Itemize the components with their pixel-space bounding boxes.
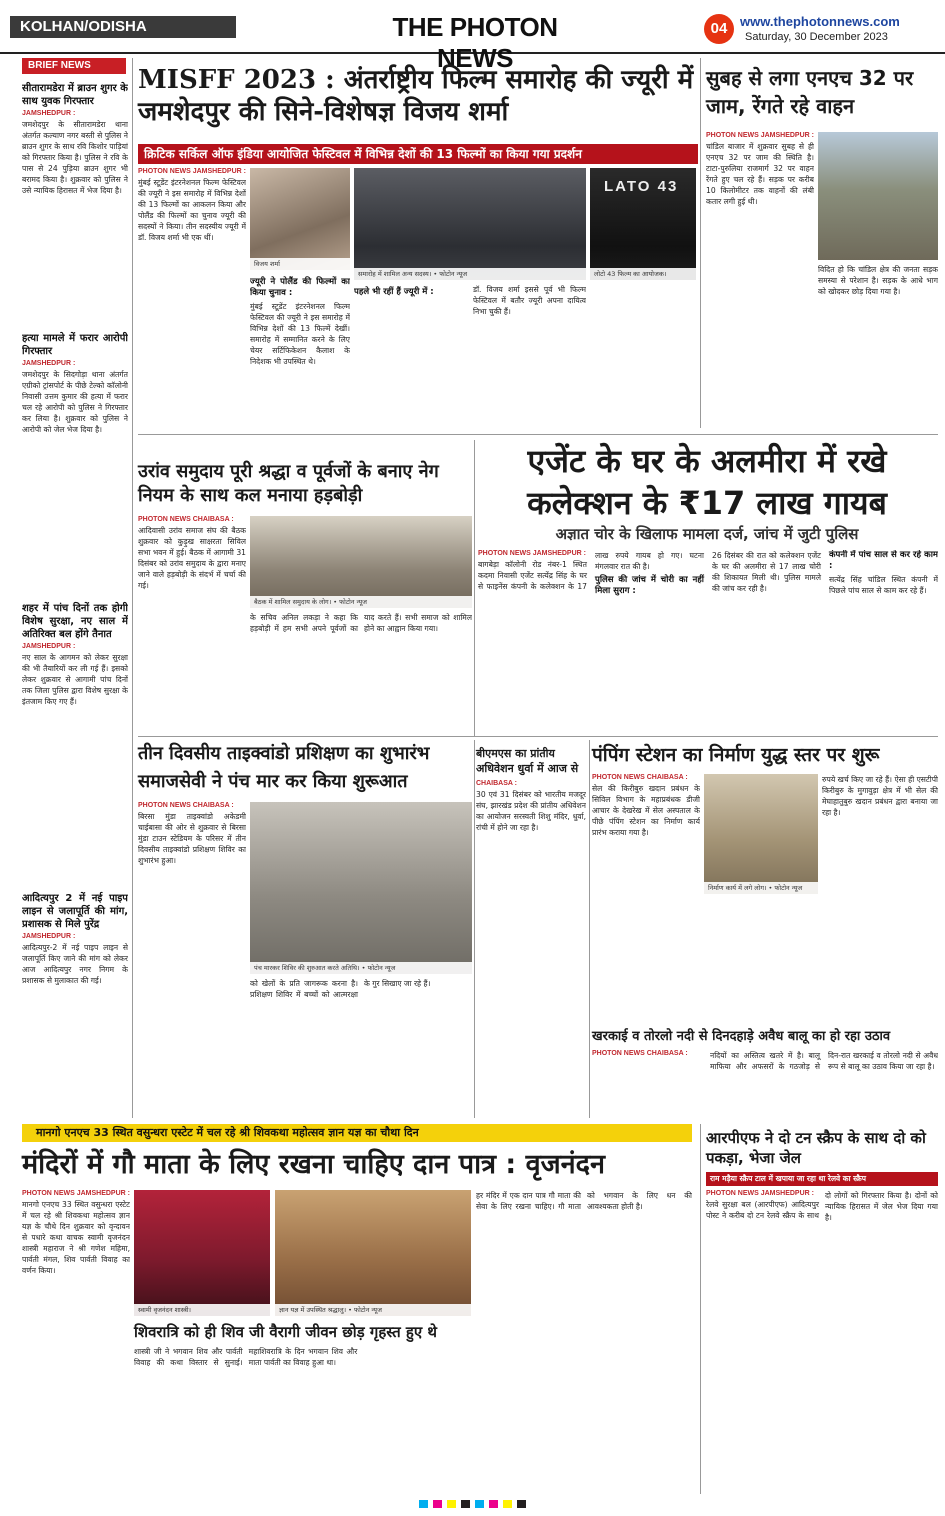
- shivratri-body: [134, 1346, 472, 1492]
- article-text: बागबेड़ा कॉलोनी रोड नंबर-1 स्थित कदमा निवासी एजेंट सत्येंद्र सिंह के घर से फाइनेंस कंपनी के कलेक्शन के 17 लाख रुपये गायब हो गए। घटना मंगलवार रात की है।: [478, 551, 704, 591]
- brief-headline: हत्या मामले में फरार आरोपी गिरफ्तार: [22, 333, 128, 357]
- kharkai-body: [592, 1050, 938, 1118]
- article-text: 26 दिसंबर की रात को कलेक्शन एजेंट के घर की अलमीरा से 17 लाख चोरी की शिकायत मिली थी। पुलिस मामले की जांच कर रही है।: [712, 551, 821, 593]
- bms-body: [476, 780, 586, 1118]
- article-text: 30 एवं 31 दिसंबर को भारतीय मजदूर संघ, झारखंड प्रदेश की प्रांतीय अधिवेशन का आयोजन सरस्वती शिशु मंदिर, धुर्वा, रांची में होने जा रहा है।: [476, 790, 586, 832]
- brief-headline: सीतारामडेरा में ब्राउन शुगर के साथ युवक गिरफ्तार: [22, 83, 128, 107]
- vijay-sharma-photo: [250, 168, 350, 270]
- article-text: सेल की किरीबुरु खदान प्रबंधन के सिविल विभाग के महाप्रबंधक डीजी आचार के देखरेख में सेल अस्पताल के पीछे पंपिंग स्टेशन का निर्माण कार्य प्रारंभ कराया गया है।: [592, 784, 700, 837]
- brief-body: नए साल के आगमन को लेकर सुरक्षा की भी तैयारियों कर ली गई हैं। इसको लेकर शुक्रवार से आगामी पांच दिनों तक जिला पुलिस द्वारा विशेष सुरक्षा के इंतजाम किए गए हैं।: [22, 653, 128, 706]
- photo-caption: विजय शर्मा: [250, 258, 350, 270]
- article-text: मुंबई स्टूडेंट इंटरनेशनल फिल्म फेस्टिवल की ज्यूरी ने इस समारोह में विभिन्न देशों की 13 फिल्मों का आकलन किया और पोलैंड की फिल्मों का चुनाव ज्यूरी की सदस्यों ने किया। तीन सदस्यीय ज्यूरी में डॉ. विजय शर्मा भी एक थीं।: [138, 178, 246, 242]
- article-text: बिरसा मुंडा ताइक्वांडो अकेडमी चाईबासा की ओर से शुक्रवार से बिरसा मुंडा टाउन स्टेडियम के परिसर में तीन दिवसीय ताइक्वांडो प्रशिक्षण शिविर का शुभारंभ हुआ।: [138, 812, 246, 865]
- speaker-photo: [134, 1190, 270, 1316]
- column-divider: [474, 440, 475, 736]
- agent-body: [478, 550, 938, 730]
- mandir-body: [22, 1190, 130, 1492]
- byline: PHOTON NEWS CHAIBASA :: [592, 774, 688, 781]
- meeting-photo: [250, 516, 472, 608]
- website-link[interactable]: www.thephotonnews.com: [740, 14, 900, 29]
- brief-byline: JAMSHEDPUR :: [22, 933, 76, 940]
- brief-headline: शहर में पांच दिनों तक होगी विशेष सुरक्षा, नए साल में अतिरिक्त बल होंगे तैनात: [22, 603, 128, 640]
- byline: PHOTON NEWS JAMSHEDPUR :: [478, 550, 586, 557]
- article-text: डॉ. विजय शर्मा इससे पूर्व भी फिल्म फेस्टिवल में बतौर ज्यूरी अपना दायित्व निभा चुकी हैं।: [473, 285, 586, 316]
- photo-caption: ज्ञान यज्ञ में उपस्थित श्रद्धालु। • फोटोन न्यूज: [275, 1304, 471, 1316]
- article-text: शास्त्री जी ने भगवान शिव और पार्वती विवाह की कथा विस्तार से सुनाई। महाशिवरात्रि के दिन भगवान शिव और माता पार्वती का विवाह हुआ था।: [134, 1347, 358, 1367]
- issue-date: Saturday, 30 December 2023: [745, 31, 888, 43]
- article-text: सत्येंद्र सिंह चांडिल स्थित कंपनी में पिछले पांच साल से काम कर रहे हैं।: [829, 575, 938, 595]
- taekwondo-body-2: [250, 978, 472, 1118]
- article-text: के सचिव अनिल लकड़ा ने कहा कि हड़बोड़ी में हम सभी अपने पूर्वजों का याद करते हैं। सभी समाज को शामिल होने का आह्वान किया गया।: [250, 613, 472, 633]
- brief-body: जमशेदपुर के सीतारामडेरा थाना अंतर्गत कल्याण नगर बस्ती से पुलिस ने ब्राउन शुगर के साथ रवि किशोर पाड़ियां को गिरफ्तार किया है। पुलिस ने रवि के पास से 24 पुड़िया ब्राउन शुगर भी बरामद किया है। शुक्रवार को पुलिस ने उसे न्यायिक हिरासत में भेज दिया है।: [22, 120, 128, 195]
- subheading: ज्यूरी ने पोलैंड की फिल्मों का किया चुनाव :: [250, 277, 350, 298]
- byline: PHOTON NEWS JAMSHEDPUR :: [138, 168, 246, 175]
- article-text: रेलवे सुरक्षा बल (आरपीएफ) आदित्यपुर पोस्ट ने करीब दो टन रेलवे स्क्रैप के साथ दो लोगों को गिरफ्तार किया है। दोनों को न्यायिक हिरासत में जेल भेज दिया गया है।: [706, 1191, 938, 1222]
- taekwondo-headline: तीन दिवसीय ताइक्वांडो प्रशिक्षण का शुभारंभ समाजसेवी ने पंच मार कर किया शुरूआत: [138, 743, 430, 792]
- pumping-body: [592, 774, 700, 894]
- urav-headline: उरांव समुदाय पूरी श्रद्धा व पूर्वजों के बनाए नेग नियम के साथ कल मनाया हड़बोड़ी: [138, 461, 439, 506]
- taekwondo-photo: [250, 802, 472, 974]
- column-divider: [700, 58, 701, 428]
- photo-caption: स्वामी वृजनंदन शास्त्री।: [134, 1304, 270, 1316]
- section-divider: [138, 736, 938, 737]
- traffic-jam-photo: [818, 132, 938, 260]
- brief-body: जमशेदपुर के सिदगोड़ा थाना अंतर्गत एग्रीको ट्रांसपोर्ट के पीछे टेल्को कॉलोनी निवासी उत्तम कुमार की हत्या में फरार चल रहे आरोपी को पुलिस ने गिरफ्तार कर लिया है। शुक्रवार को पुलिस ने आरोपी को जेल भेज दिया है।: [22, 370, 128, 434]
- film-title: LATO 43: [604, 178, 679, 195]
- article-text: मानगो एनएच 33 स्थित वसुन्धरा एस्टेट में चल रहे श्री शिवकथा महोत्सव ज्ञान यज्ञ के चौथे दिन शुक्रवार को वृन्दावन से पधारे कथा वाचक स्वामी वृजनंदन शास्त्री महाराज ने श्री गणेश महिमा, पार्वती मंगल, शिव पार्वती विवाह का वर्णन किया।: [22, 1200, 130, 1275]
- brief-item: [22, 328, 128, 598]
- article-text: आदिवासी उरांव समाज संघ की बैठक शुक्रवार को कुड़ुख साक्षरता सिविल सभा भवन में हुई। बैठक में आगामी 31 दिसंबर को उरांव समुदाय के द्वारा मनाए जाने वाले हड़बोड़ी के संदर्भ में चर्चा की गई।: [138, 526, 246, 590]
- byline: CHAIBASA :: [476, 780, 517, 787]
- devotees-photo: [275, 1190, 471, 1316]
- brief-byline: JAMSHEDPUR :: [22, 110, 76, 117]
- newspaper-brand: THE PHOTON NEWS: [392, 12, 558, 73]
- article-text: रुपये खर्च किए जा रहे हैं। ऐसा ही एसटीपी किरीबुरु के मुगावुड़ा क्षेत्र में भी सेल की मेघाहातुबुरु खदान प्रबंधन द्वारा बनाया जा रहा है।: [822, 775, 938, 817]
- section-divider: [138, 434, 938, 435]
- urav-body-2: [250, 612, 472, 728]
- misff-body: [138, 168, 246, 430]
- misff-body-3: [354, 284, 586, 430]
- shivratri-headline: शिवरात्रि को ही शिव जी वैरागी जीवन छोड़ गृहस्त हुए थे: [134, 1323, 437, 1341]
- column-divider: [474, 740, 475, 1118]
- misff-body-2: [250, 274, 350, 430]
- article-text: विदित हो कि चांडिल क्षेत्र की जनता सड़क समस्या से परेशान है। सड़क के आधे भाग को खोदकर छोड़ दिया गया है।: [818, 265, 938, 296]
- rpf-headline: आरपीएफ ने दो टन स्क्रैप के साथ दो को पकड़ा, भेजा जेल: [706, 1129, 926, 1167]
- byline: PHOTON NEWS CHAIBASA :: [138, 802, 234, 809]
- rpf-body: [706, 1190, 938, 1492]
- misff-headline: MISFF 2023 : अंतर्राष्ट्रीय फिल्म समारोह की ज्यूरी में जमशेदपुर की सिने-विशेषज्ञ विजय शर्मा: [138, 65, 694, 127]
- urav-body: [138, 516, 246, 728]
- brief-byline: JAMSHEDPUR :: [22, 360, 76, 367]
- byline: PHOTON NEWS JAMSHEDPUR :: [22, 1190, 130, 1197]
- jam-body-2: [818, 264, 938, 428]
- edition-label: KOLHAN/ODISHA: [10, 16, 236, 38]
- photo-caption: बैठक में शामिल समुदाय के लोग। • फोटोन न्यूज: [250, 596, 472, 608]
- jam-headline: सुबह से लगा एनएच 32 पर जाम, रेंगते रहे वाहन: [706, 66, 914, 118]
- brief-item: [22, 598, 128, 888]
- mandir-body-2: [476, 1190, 692, 1492]
- brief-item: [22, 888, 128, 1108]
- pumping-headline: पंपिंग स्टेशन का निर्माण युद्ध स्तर पर शुरू: [592, 744, 880, 766]
- page-number: 04: [704, 14, 734, 44]
- byline: PHOTON NEWS CHAIBASA :: [592, 1050, 688, 1057]
- agent-headline: एजेंट के घर के अलमीरा में रखे कलेक्शन के ₹17 लाख गायब: [527, 442, 887, 522]
- brief-column: [22, 78, 128, 1118]
- column-divider: [132, 58, 133, 1118]
- subheading: पुलिस की जांच में चोरी का नहीं मिला सुराग :: [595, 575, 704, 596]
- agent-subheadline: अज्ञात चोर के खिलाफ मामला दर्ज, जांच में जुटी पुलिस: [555, 525, 859, 543]
- event-strip: मानगो एनएच 33 स्थित वसुन्धरा एस्टेट में चल रहे श्री शिवकथा महोत्सव ज्ञान यज्ञ का चौथा दिन: [22, 1124, 692, 1142]
- pumping-body-2: [822, 774, 938, 1018]
- kharkai-headline: खरकाई व तोरलो नदी से दिनदहाड़े अवैध बालू का हो रहा उठाव: [592, 1029, 891, 1044]
- brief-news-tag: BRIEF NEWS: [22, 58, 126, 74]
- photo-caption: लोटो 43 फिल्म का आयोजक।: [590, 268, 696, 280]
- column-divider: [700, 1124, 701, 1494]
- photo-caption: निर्माण कार्य में लगे लोग। • फोटोन न्यूज: [704, 882, 818, 894]
- brief-byline: JAMSHEDPUR :: [22, 643, 76, 650]
- subheading: कंपनी में पांच साल से कर रहे काम :: [829, 550, 938, 571]
- taekwondo-body: [138, 802, 246, 1118]
- brief-body: आदित्यपुर-2 में नई पाइप लाइन से जलापूर्ति किए जाने की मांग को लेकर आज आदित्यपुर नगर निगम के प्रशासक से मुलाकात की गई।: [22, 943, 128, 985]
- bms-headline: बीएमएस का प्रांतीय अधिवेशन धुर्वा में आज से: [476, 747, 579, 775]
- jam-body: [706, 132, 814, 428]
- photo-caption: पंच मारकर शिविर की शुरुआत करते अतिथि। • फोटोन न्यूज: [250, 962, 472, 974]
- misff-strip: क्रिटिक सर्किल ऑफ इंडिया आयोजित फेस्टिवल में विभिन्न देशों की 13 फिल्मों का किया गया प्रदर्शन: [138, 144, 698, 164]
- article-text: नदियों का अस्तित्व खतरे में है। बालू माफिया और अफसरों के गठजोड़ से दिन-रात खरकाई व तोरलो नदी से अवैध रूप से बालू का उठाव किया जा रहा है।: [710, 1051, 938, 1071]
- article-text: को खेलों के प्रति जागरूक करना है। प्रशिक्षण शिविर में बच्चों को आत्मरक्षा के गुर सिखाए जा रहे हैं।: [250, 979, 431, 999]
- jury-group-photo: [354, 168, 586, 280]
- article-text: मुंबई स्टूडेंट इंटरनेशनल फिल्म फेस्टिवल की ज्यूरी ने इस समारोह में विभिन्न देशों की 13 फिल्में देखीं। समारोह में सम्मानित करने के लिए चेयर सर्टिफिकेशन कैलाश के निदेशक भी उपस्थित थे।: [250, 302, 350, 366]
- mandir-headline: मंदिरों में गौ माता के लिए रखना चाहिए दान पात्र : वृजनंदन: [22, 1149, 605, 1180]
- article-text: हर मंदिर में एक दान पात्र गौ माता की सेवा के लिए रखना चाहिए। गौ माता को भगवान के लिए धन की आवश्यकता होती है।: [476, 1191, 692, 1211]
- lato-43-poster: [590, 168, 696, 280]
- byline: PHOTON NEWS JAMSHEDPUR :: [706, 132, 814, 139]
- construction-photo: [704, 774, 818, 894]
- print-registration-marks: [110, 1500, 835, 1508]
- brief-item: [22, 78, 128, 328]
- brief-headline: आदित्यपुर 2 में नई पाइप लाइन से जलापूर्ति की मांग, प्रशासक से मिले पुरेंद्र: [22, 893, 128, 930]
- subheading: पहले भी रहीं हैं ज्यूरी में :: [354, 287, 434, 297]
- article-text: चांडिल बाजार में शुक्रवार सुबह से ही एनएच 32 पर जाम की स्थिति है। टाटा-पुरुलिया राजमार्ग 32 पर वाहन रेंगते हुए चल रहे हैं। सड़क पर करीब 10 किलोमीटर तक वाहनों की लंबी कतार लगी हुई थी।: [706, 142, 814, 206]
- column-divider: [589, 740, 590, 1118]
- byline: PHOTON NEWS JAMSHEDPUR :: [706, 1190, 814, 1197]
- photo-caption: समारोह में शामिल अन्य सदस्य। • फोटोन न्यूज: [354, 268, 586, 280]
- byline: PHOTON NEWS CHAIBASA :: [138, 516, 234, 523]
- rpf-strip: राम मड़ैया स्क्रैप टाल में खपाया जा रहा था रेलवे का स्क्रैप: [706, 1172, 938, 1186]
